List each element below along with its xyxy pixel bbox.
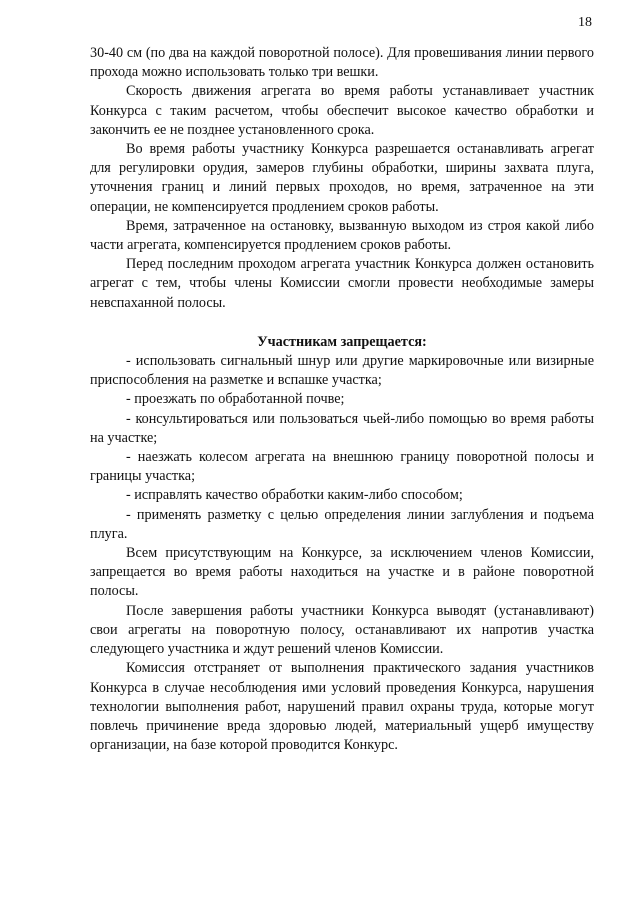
paragraph-after-completion: После завершения работы участники Конкурса выводят (устанавливают) свои агрегаты на поворотную полосу, останавливают их напротив участка следующего участника и ждут решений членов Комиссии.	[90, 602, 594, 658]
paragraph-breakdown-time: Время, затраченное на остановку, вызванную выходом из строя какой либо части агрегата, компенсируется продлением сроков работы.	[90, 217, 594, 254]
prohibition-item: - наезжать колесом агрегата на внешнюю границу поворотной полосы и границы участка;	[90, 449, 594, 485]
paragraph-disqualification: Комиссия отстраняет от выполнения практического задания участников Конкурса в случае несоблюдения ими условий проведения Конкурса, нарушения технологии выполнения работ, нарушений правил охраны труда, которые могут повлечь причинение вреда здоровью людей, материальный ущерб имуществу организации, на базе которой проводится Конкурс.	[90, 660, 594, 754]
paragraph-stops-allowed: Во время работы участнику Конкурса разрешается останавливать агрегат для регулировки орудия, замеров глубины обработки, ширины захвата плуга, уточнения границ и линий первых проходов, но время, затраченное на эти операции, не компенсируется продлением сроков работы.	[90, 141, 594, 215]
prohibition-item: - использовать сигнальный шнур или другие маркировочные или визирные приспособления на разметке и вспашке участка;	[90, 353, 594, 389]
paragraph-speed: Скорость движения агрегата во время работы устанавливает участник Конкурса с таким расчетом, чтобы обеспечит высокое качество обработки и закончить ее не позднее установленного срока.	[90, 83, 594, 138]
prohibition-item: - исправлять качество обработки каким-либо способом;	[126, 487, 463, 504]
page-number: 18	[578, 15, 592, 30]
prohibition-item: - проезжать по обработанной почве;	[126, 391, 345, 408]
paragraph-presence-ban: Всем присутствующим на Конкурсе, за исключением членов Комиссии, запрещается во время работы находиться на участке и в районе поворотной полосы.	[90, 545, 594, 600]
paragraph-last-pass: Перед последним проходом агрегата участник Конкурса должен остановить агрегат с тем, чтобы члены Комиссии смогли провести необходимые замеры невспаханной полосы.	[90, 256, 594, 311]
paragraph-continuation: 30-40 см (по два на каждой поворотной полосе). Для провешивания линии первого прохода можно использовать только три вешки.	[90, 45, 594, 81]
prohibition-item: - применять разметку с целью определения линии заглубления и подъема плуга.	[90, 506, 594, 542]
section-heading-prohibitions: Участникам запрещается:	[257, 333, 427, 350]
document-body	[90, 44, 594, 755]
prohibition-item: - консультироваться или пользоваться чьей-либо помощью во время работы на участке;	[90, 410, 594, 446]
